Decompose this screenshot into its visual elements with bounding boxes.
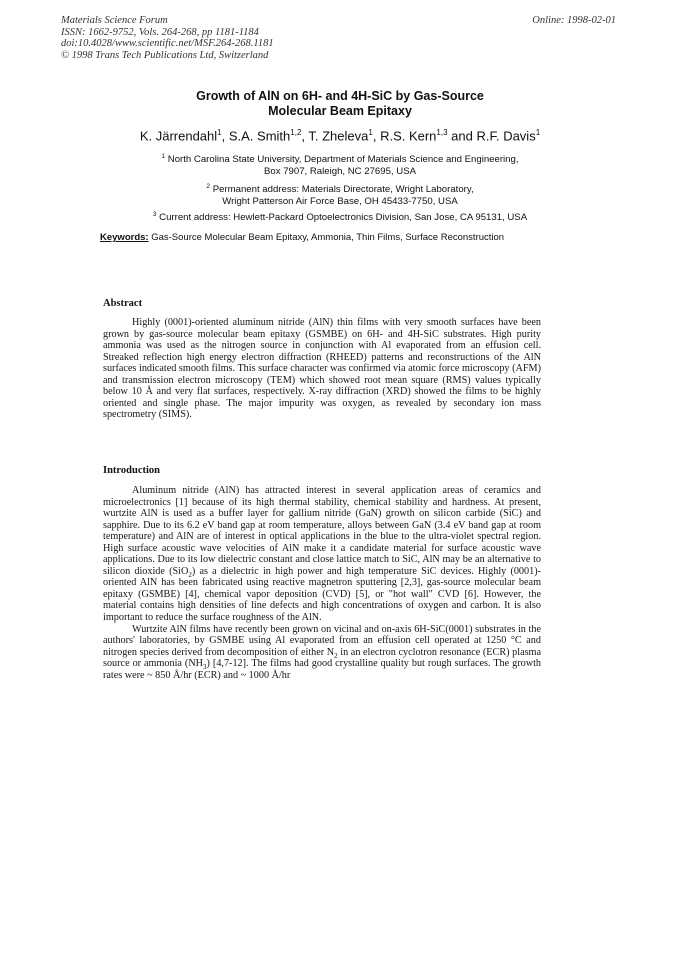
author-list — [80, 128, 600, 143]
author-name: R.S. Kern — [380, 128, 437, 144]
abstract-paragraph: Highly (0001)-oriented aluminum nitride (AlN) thin films with very smooth surfaces have been grown by gas-source molecular beam epitaxy (GSMBE) on 6H- and 4H-SiC substrates. High purity ammonia was used as the nitrogen source in conjunction with Al evaporated from an effusion cell. Streaked reflection high energy electron diffraction (RHEED) patterns and reconstructions of the AlN surfaces indicated smooth films. This surface character was confirmed via atomic force microscopy (AFM) and transmission electron microscopy (TEM) which showed root mean square (RMS) values typically below 10 Å and very flat surfaces, respectively. X-ray diffraction (XRD) showed the films to be highly oriented and single phase. The major impurity was oxygen, as revealed by secondary ion mass spectrometry (SIMS). — [103, 317, 541, 421]
author-affiliation-mark: 1 — [535, 128, 541, 137]
affiliation-line: Wright Patterson Air Force Base, OH 45433-7750, USA — [222, 195, 458, 207]
author-affiliation-mark: 1,2 — [290, 128, 302, 137]
abstract-heading: Abstract — [103, 298, 143, 309]
journal-name: Materials Science Forum — [61, 15, 168, 26]
introduction-paragraph-1: Aluminum nitride (AlN) has attracted interest in several application areas of ceramics and microelectronics [1] because of its high thermal stability, chemical stability and hardness. At present, wurtzite AlN is used as a buffer layer for gallium nitride (GaN) growth on silicon carbide (SiC) and sapphire. Due to its 6.2 eV band gap at room temperature, alloys between GaN (3.4 eV band gap at room temperature) and AlN are of interest in optical applications in the blue to the ultra-violet spectral region. High surface acoustic wave velocities of AlN make it a candidate material for surface acoustic wave applications. Due to its low dielectric constant and close lattice match to SiC, AlN may be an alternative to silicon dioxide (SiO$_2$) as a dielectric in high power and high temperature SiC devices. Highly (0001)-oriented AlN has been fabricated using reactive magnetron sputtering [2,3], gas-source molecular beam epitaxy (GSMBE) [4], chemical vapor deposition (CVD) [5], or "hot wall" CVD [6]. However, the material contains high densities of line defects and high concentrations of oxygen and carbon. It is also important to reduce the surface roughness of the AlN. — [103, 485, 541, 624]
abstract-body — [103, 317, 541, 421]
author-affiliation-mark: 1,3 — [436, 128, 448, 137]
copyright-line: © 1998 Trans Tech Publications Ltd, Switzerland — [61, 49, 269, 61]
affiliation-2 — [90, 181, 590, 207]
publication-info — [61, 15, 274, 61]
online-date: Online: 1998-02-01 — [532, 15, 616, 26]
author-and: and — [447, 128, 477, 144]
affiliation-line: Box 7907, Raleigh, NC 27695, USA — [264, 165, 416, 177]
keywords-text: Gas-Source Molecular Beam Epitaxy, Ammonia, Thin Films, Surface Reconstruction — [151, 232, 505, 243]
title-line-1: Growth of AlN on 6H- and 4H-SiC by Gas-Source — [196, 89, 484, 103]
author-name: R.F. Davis — [476, 128, 536, 144]
affiliation-line: Current address: Hewlett-Packard Optoelectronics Division, San Jose, CA 95131, USA — [159, 212, 528, 224]
affiliation-3 — [90, 209, 590, 224]
author-name: T. Zheleva — [308, 128, 369, 144]
introduction-body — [103, 485, 541, 681]
author-separator: , — [221, 128, 229, 144]
author-separator: , — [301, 128, 309, 144]
introduction-paragraph-2: Wurtzite AlN films have recently been grown on vicinal and on-axis 6H-SiC(0001) substrates in the authors' laboratories, by GSMBE using Al evaporated from an effusion cell operated at 1250 °C and nitrogen species derived from decomposition of either $N_2$ in an electron cyclotron resonance (ECR) plasma source or ammonia $(NH_3)$ [4,7-12]. The films had good crystalline quality but rough surfaces. The growth rates were ~ 850 Å/hr (ECR) and ~ 1000 Å/hr — [103, 623, 541, 681]
introduction-heading: Introduction — [103, 465, 160, 476]
affiliation-mark: 1 — [161, 153, 166, 160]
title-line-2: Molecular Beam Epitaxy — [268, 104, 412, 118]
paper-title — [90, 89, 590, 119]
affiliation-line: North Carolina State University, Department of Materials Science and Engineering, — [167, 154, 519, 166]
affiliation-line: Permanent address: Materials Directorate, Wright Laboratory, — [212, 184, 474, 196]
issn-line: ISSN: 1662-9752, Vols. 264-268, pp 1181-1184 — [61, 26, 259, 38]
author-name: S.A. Smith — [228, 128, 291, 144]
keywords — [100, 232, 580, 243]
author-affiliation-mark: 1 — [368, 128, 373, 137]
keywords-label: Keywords: — [100, 232, 149, 243]
affiliation-mark: 3 — [152, 211, 157, 218]
doi-link[interactable]: doi:10.4028/www.scientific.net/MSF.264-268.1181 — [61, 38, 274, 50]
author-separator: , — [372, 128, 381, 144]
author-name: K. Järrendahl — [139, 128, 218, 144]
affiliation-1 — [90, 151, 590, 177]
author-affiliation-mark: 1 — [217, 128, 222, 137]
affiliation-mark: 2 — [206, 183, 211, 190]
